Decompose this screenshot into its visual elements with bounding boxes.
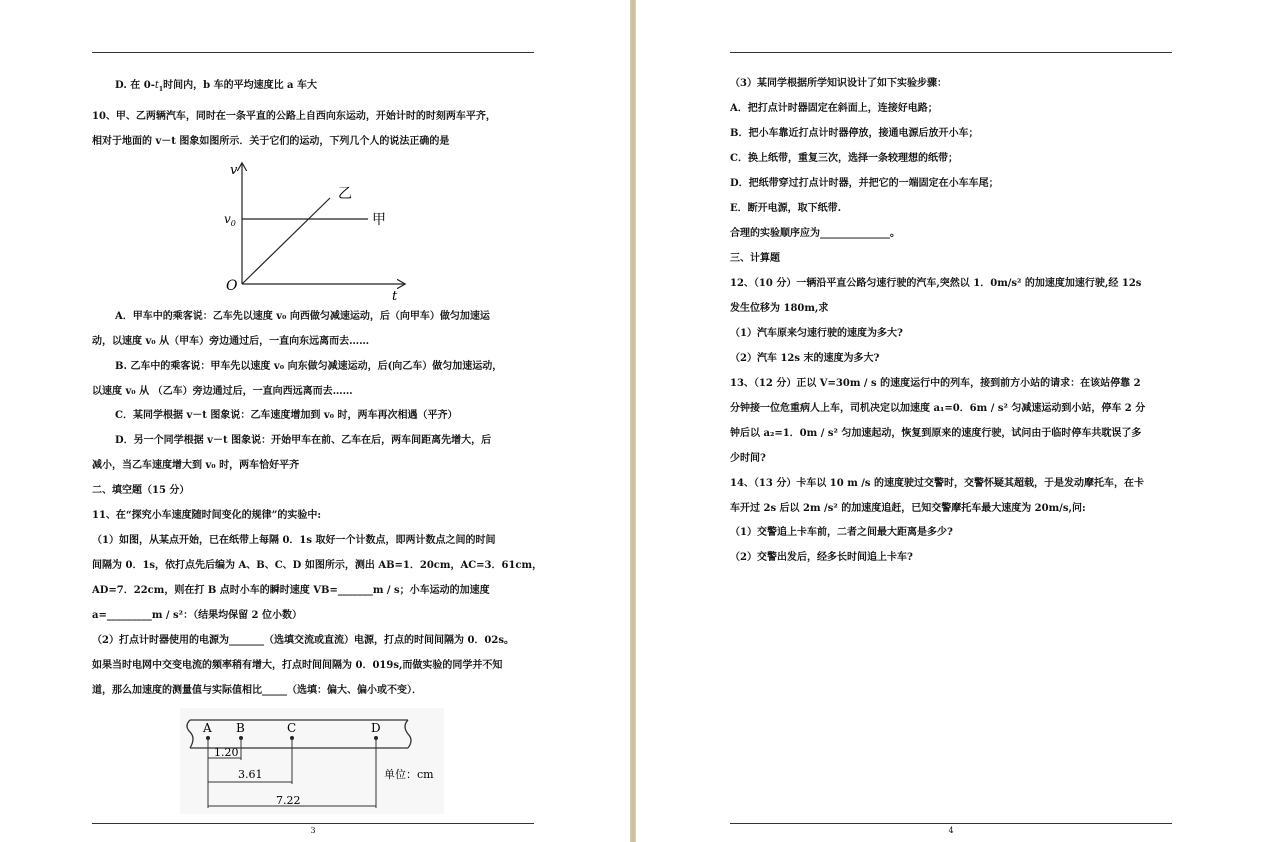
tape-point-c-label: C xyxy=(287,721,297,735)
q12-part1: （1）汽车原来匀速行驶的速度为多大? xyxy=(730,328,903,339)
vt-v0-label: $v_0$ xyxy=(224,212,236,228)
q11-part1-line-1: （1）如图，从某点开始，已在纸带上每隔 0．1s 取好一个计数点，即两计数点之间的时间 xyxy=(92,535,496,546)
question-14-line-1: 14、（13 分）卡车以 10 m /s 的速度驶过交警时，交警怀疑其超载，于是发动摩托车，在卡 xyxy=(730,478,1145,489)
option-d2-line-1: D．另一个同学根据 v－t 图象说：开始甲车在前、乙车在后，两车间距离先增大，后 xyxy=(115,435,492,446)
step-d: D．把纸带穿过打点计时器，并把它的一端固定在小车车尾； xyxy=(730,178,999,189)
ac-value: 3.61 xyxy=(238,768,263,781)
q12-part2: （2）汽车 12s 末的速度为多大? xyxy=(730,353,880,364)
vt-origin-label: O xyxy=(226,278,238,294)
q14-part2: （2）交警出发后，经多长时间追上卡车? xyxy=(730,552,913,563)
vt-yi-label: 乙 xyxy=(338,186,352,202)
option-b-line-1: B. 乙车中的乘客说：甲车先以速度 v₀ 向东做匀减速运动，后(向乙车）做匀加速运动， xyxy=(115,361,503,372)
question-12-line-1: 12、（10 分）一辆沿平直公路匀速行驶的汽车,突然以 1．0m/s² 的加速度加速行驶,经 12s xyxy=(730,278,1142,289)
q11-part3-intro: （3）某同学根据所学知识设计了如下实验步骤： xyxy=(730,78,947,89)
tape-unit: 单位：cm xyxy=(384,768,434,781)
ad-value: 7.22 xyxy=(276,794,301,807)
step-b: B．把小车靠近打点计时器停放，接通电源后放开小车； xyxy=(730,128,979,139)
ab-value: 1.20 xyxy=(214,746,239,759)
page-4 xyxy=(636,0,1264,842)
tape-point-a-label: A xyxy=(203,721,212,735)
q11-part2-line-3: 道，那么加速度的测量值与实际值相比_____（选填：偏大、偏小或不变）． xyxy=(92,685,422,696)
step-a: A．把打点计时器固定在斜面上，连接好电路； xyxy=(730,103,938,114)
question-13-line-1: 13、（12 分）正以 V=30m / s 的速度运行中的列车，接到前方小站的请求：在该站停靠 2 xyxy=(730,378,1141,389)
step-c: C．换上纸带，重复三次，选择一条较理想的纸带； xyxy=(730,153,958,164)
vt-line-yi xyxy=(242,198,330,284)
tape-figure xyxy=(180,708,444,814)
q11-part2-line-1: （2）打点计时器使用的电源为_______（选填交流或直流）电源，打点的时间间隔为 0．02s。 xyxy=(92,635,514,646)
header-rule xyxy=(730,52,1172,53)
section-3-heading: 三、计算题 xyxy=(730,253,780,264)
option-b-line-2: 以速度 v₀ 从 （乙车）旁边通过后，一直向西远离而去…… xyxy=(92,386,353,397)
q11-part2-line-2: 如果当时电网中交变电流的频率稍有增大，打点时间间隔为 0．019s,而做实验的同学并不知 xyxy=(92,660,503,671)
option-a-line-2: 动，以速度 v₀ 从（甲车）旁边通过后，一直向东远离而去…… xyxy=(92,336,370,347)
footer-rule xyxy=(92,823,534,824)
option-d2-line-2: 减小，当乙车速度增大到 v₀ 时，两车恰好平齐 xyxy=(92,460,300,471)
vt-jia-label: 甲 xyxy=(372,212,386,228)
tape-point-d-label: D xyxy=(371,721,381,735)
header-rule xyxy=(92,52,534,53)
footer-rule xyxy=(730,823,1172,824)
question-10-line-2: 相对于地面的 v－t 图象如图所示．关于它们的运动，下列几个人的说法正确的是 xyxy=(92,136,450,147)
tape-point-b-label: B xyxy=(236,721,245,735)
option-a-line-1: A．甲车中的乘客说：乙车先以速度 v₀ 向西做匀减速运动，后（向甲车）做匀加速运 xyxy=(115,311,490,322)
vt-x-label: t xyxy=(392,289,398,304)
question-13-line-4: 少时间? xyxy=(730,453,766,464)
question-13-line-3: 钟后以 a₂=1．0m / s² 匀加速起动，恢复到原来的速度行驶，试问由于临时停车共耽误了多 xyxy=(730,428,1142,439)
question-10-line-1: 10、甲、乙两辆汽车，同时在一条平直的公路上自西向东运动，开始计时的时刻两车平齐， xyxy=(92,111,496,122)
q11-part1-line-2: 间隔为 0．1s，依打点先后编为 A、B、C、D 如图所示，测出 AB=1．20cm，AC=3．61cm， xyxy=(92,560,543,571)
option-c-line: C．某同学根据 v－t 图象说：乙车速度增加到 v₀ 时，两车再次相遇（平齐） xyxy=(115,410,458,421)
option-d-line: D. 在 $0-t_1$时间内，b 车的平均速度比 a 车大 xyxy=(115,80,318,93)
page-3 xyxy=(0,0,630,842)
step-e: E．断开电源，取下纸带. xyxy=(730,203,842,214)
question-11-line: 11、在“探究小车速度随时间变化的规律”的实验中: xyxy=(92,510,322,521)
question-14-line-2: 车开过 2s 后以 2m /s² 的加速度追赶，已知交警摩托车最大速度为 20m/s,问: xyxy=(730,503,1086,514)
question-12-line-2: 发生位移为 180m,求 xyxy=(730,303,829,314)
page-number: 4 xyxy=(948,826,954,835)
vt-graph xyxy=(220,158,412,304)
q11-part1-line-3: AD=7．22cm，则在打 B 点时小车的瞬时速度 VB=_______m / s；小车运动的加速度 xyxy=(92,585,490,596)
section-2-heading: 二、填空题（15 分） xyxy=(92,485,190,496)
q14-part1: （1）交警追上卡车前，二者之间最大距离是多少? xyxy=(730,527,953,538)
order-answer-line: 合理的实验顺序应为______________。 xyxy=(730,228,900,239)
q11-part1-line-4: a=_________m / s²：（结果均保留 2 位小数） xyxy=(92,610,302,621)
page-number: 3 xyxy=(310,826,316,835)
vt-y-label: v xyxy=(230,163,238,178)
question-13-line-2: 分钟接一位危重病人上车，司机决定以加速度 a₁=0．6m / s² 匀减速运动到小站，停车 2 分 xyxy=(730,403,1146,414)
